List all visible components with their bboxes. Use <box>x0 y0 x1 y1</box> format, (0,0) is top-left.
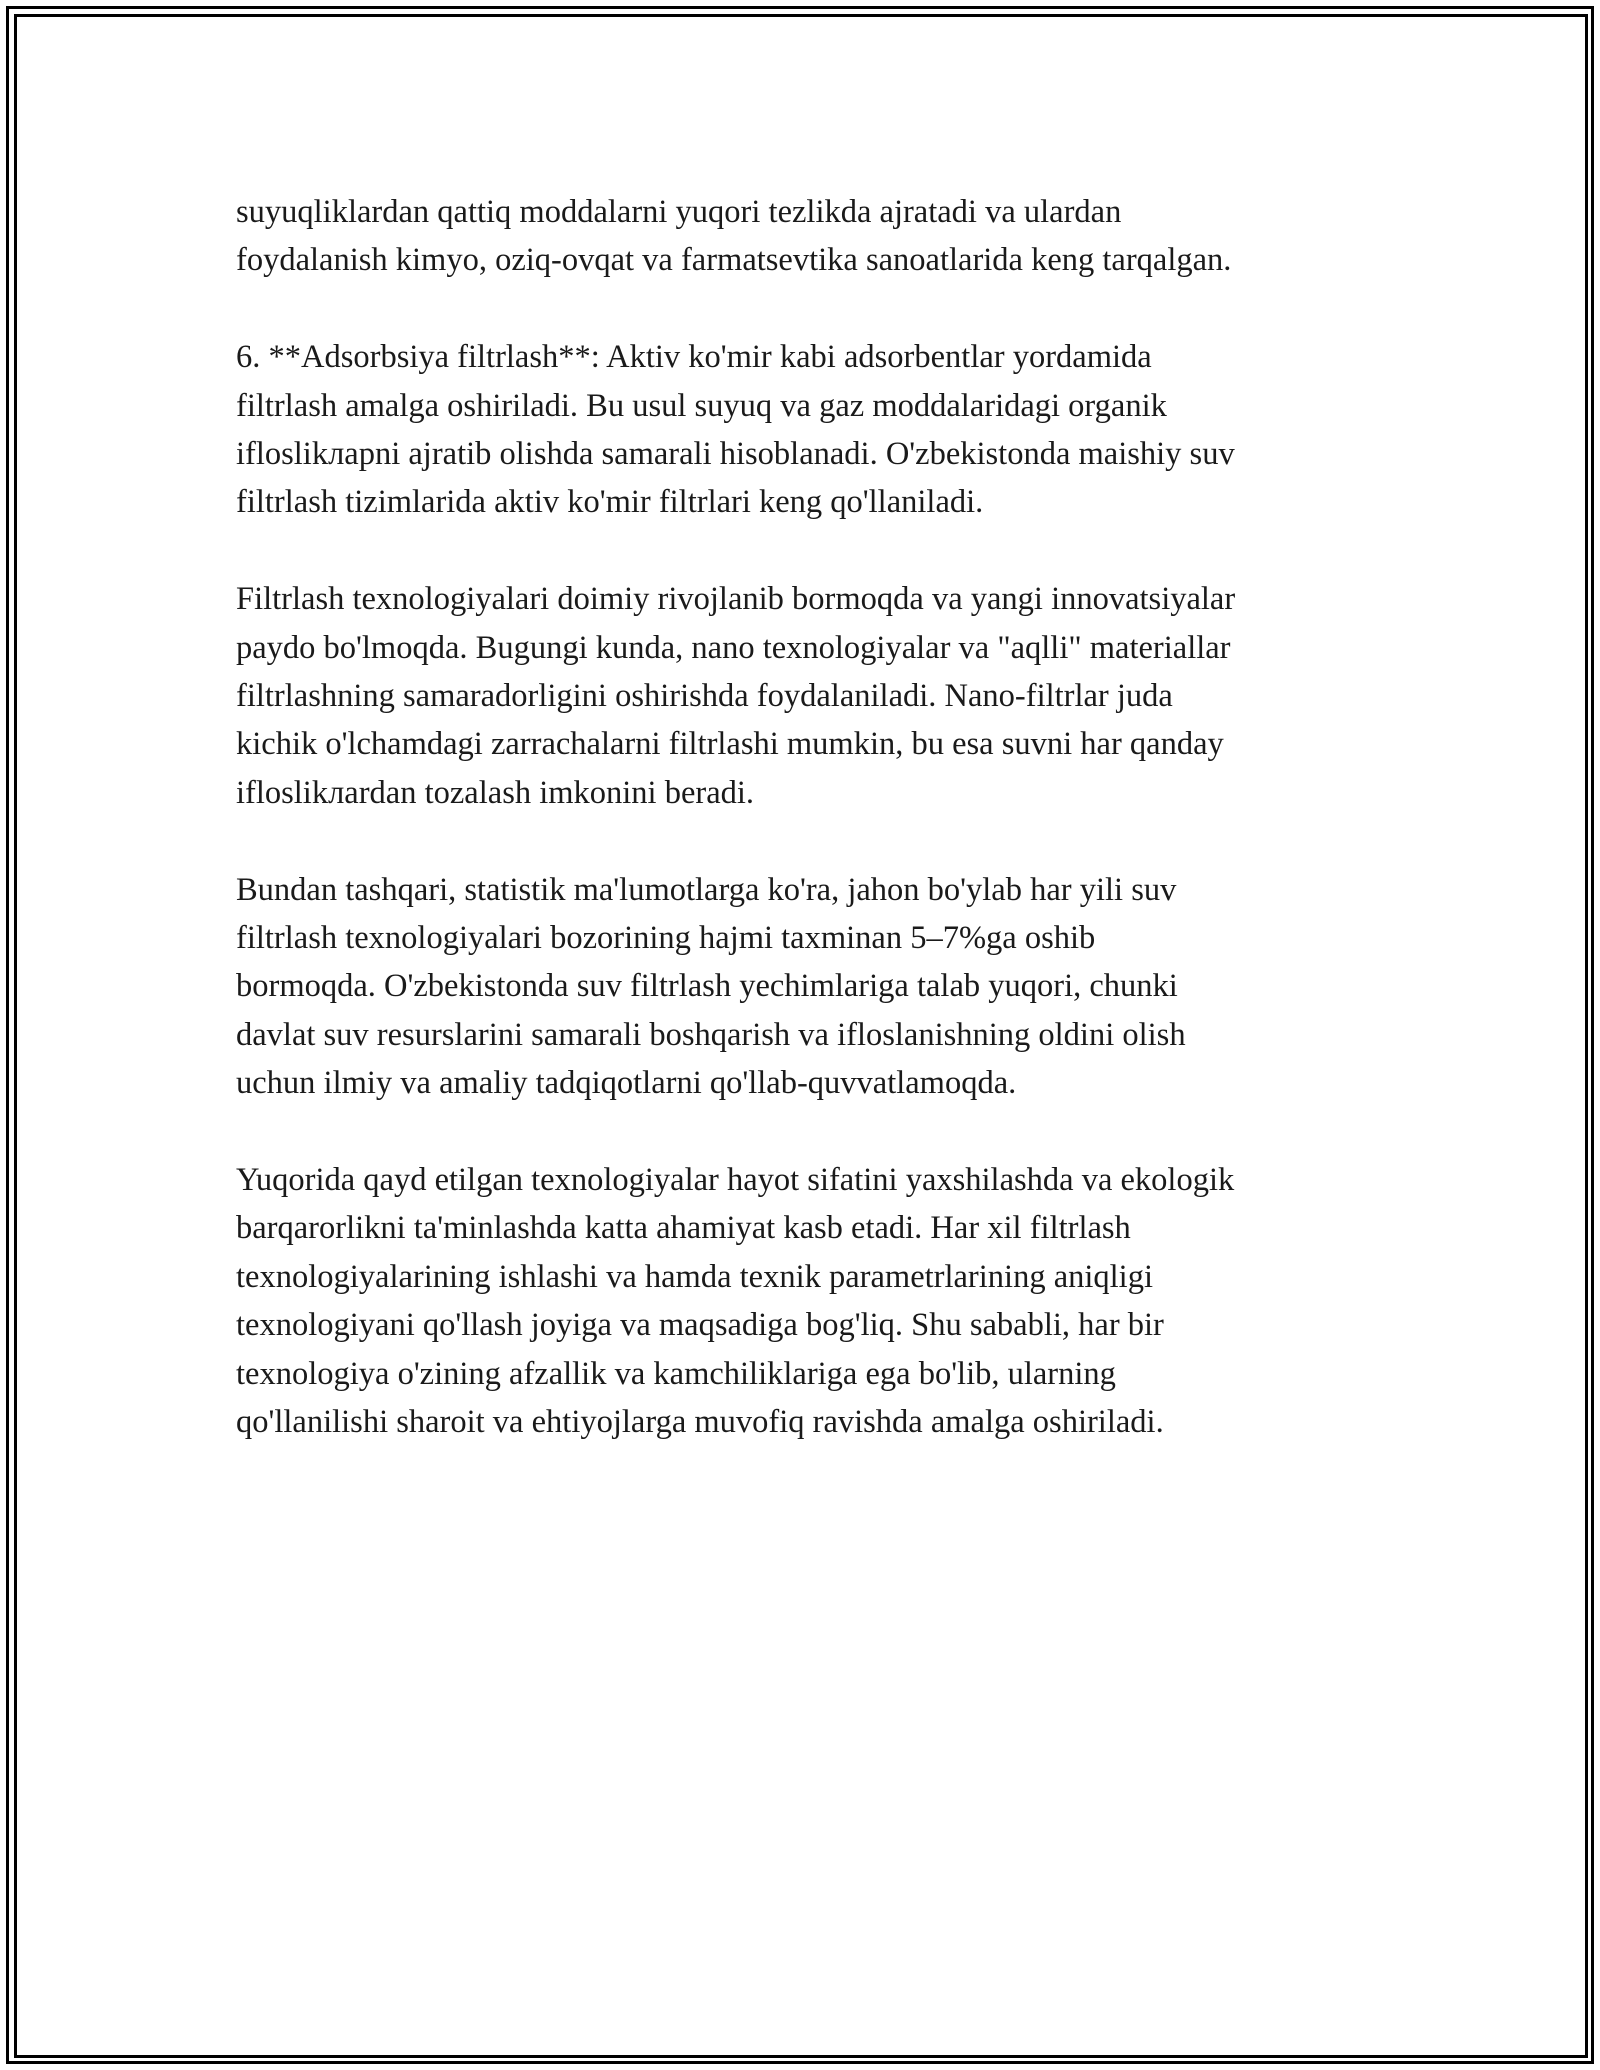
text-line: bormoqda. O'zbekistonda suv filtrlash yechimlariga talab yuqori, chunki <box>236 968 1178 1005</box>
text-line: qo'llanilishi sharoit va ehtiyojlarga muvofiq ravishda amalga oshiriladi. <box>236 1404 1164 1441</box>
paragraph-market-statistics <box>236 866 1396 1108</box>
paragraph-adsorption-filtration <box>236 333 1396 527</box>
text-line: barqarorlikni ta'minlashda katta ahamiyat kasb etadi. Har xil filtrlash <box>236 1210 1131 1247</box>
paragraph-centrifuge-continuation <box>236 188 1396 285</box>
text-line: texnologiyani qo'llash joyiga va maqsadiga bog'liq. Shu sababli, har bir <box>236 1307 1164 1344</box>
document-body <box>236 188 1396 1495</box>
text-line: filtrlash texnologiyalari bozorining hajmi taxminan 5–7%ga oshib <box>236 920 1096 957</box>
text-line: filtrlash tizimlarida aktiv ko'mir filtrlari keng qo'llaniladi. <box>236 484 984 521</box>
text-line: suyuqliklardan qattiq moddalarni yuqori tezlikda ajratadi va ulardan <box>236 194 1122 230</box>
text-line: filtrlashning samaradorligini oshirishda foydalaniladi. Nano-filtrlar juda <box>236 678 1173 715</box>
text-line: ifloslikлardan tozalash imkonini beradi. <box>236 774 755 811</box>
text-line: Filtrlash texnologiyalari doimiy rivojlanib bormoqda va yangi innovatsiyalar <box>236 581 1236 618</box>
text-line: paydo bo'lmoqda. Bugungi kunda, nano texnologiyalar va "aqlli" materiallar <box>236 629 1231 666</box>
text-line: texnologiya o'zining afzallik va kamchiliklariga ega bo'lib, ularning <box>236 1355 1116 1392</box>
text-line: ifloslikларni ajratib olishda samarali hisoblanadi. O'zbekistonda maishiy suv <box>236 436 1235 473</box>
text-line: filtrlash amalga oshiriladi. Bu usul suyuq va gaz moddalaridagi organik <box>236 387 1167 424</box>
text-line: uchun ilmiy va amaliy tadqiqotlarni qo'llab-quvvatlamoqda. <box>236 1065 1017 1102</box>
text-line: foydalanish kimyo, oziq-ovqat va farmatsevtika sanoatlarida keng tarqalgan. <box>236 242 1232 279</box>
text-line: Yuqorida qayd etilgan texnologiyalar hayot sifatini yaxshilashda va ekologik <box>236 1162 1235 1199</box>
text-line: kichik o'lchamdagi zarrachalarni filtrlashi mumkin, bu esa suvni har qanday <box>236 726 1224 763</box>
text-line: Bundan tashqari, statistik ma'lumotlarga ko'ra, jahon bo'ylab har yili suv <box>236 871 1177 908</box>
text-line: texnologiyalarining ishlashi va hamda texnik parametrlarining aniqligi <box>236 1258 1153 1295</box>
text-line: 6. **Adsorbsiya filtrlash**: Aktiv ko'mir kabi adsorbentlar yordamida <box>236 339 1152 376</box>
paragraph-innovations <box>236 575 1396 817</box>
text-line: davlat suv resurslarini samarali boshqarish va ifloslanishning oldini olish <box>236 1016 1186 1053</box>
paragraph-conclusion <box>236 1156 1396 1446</box>
